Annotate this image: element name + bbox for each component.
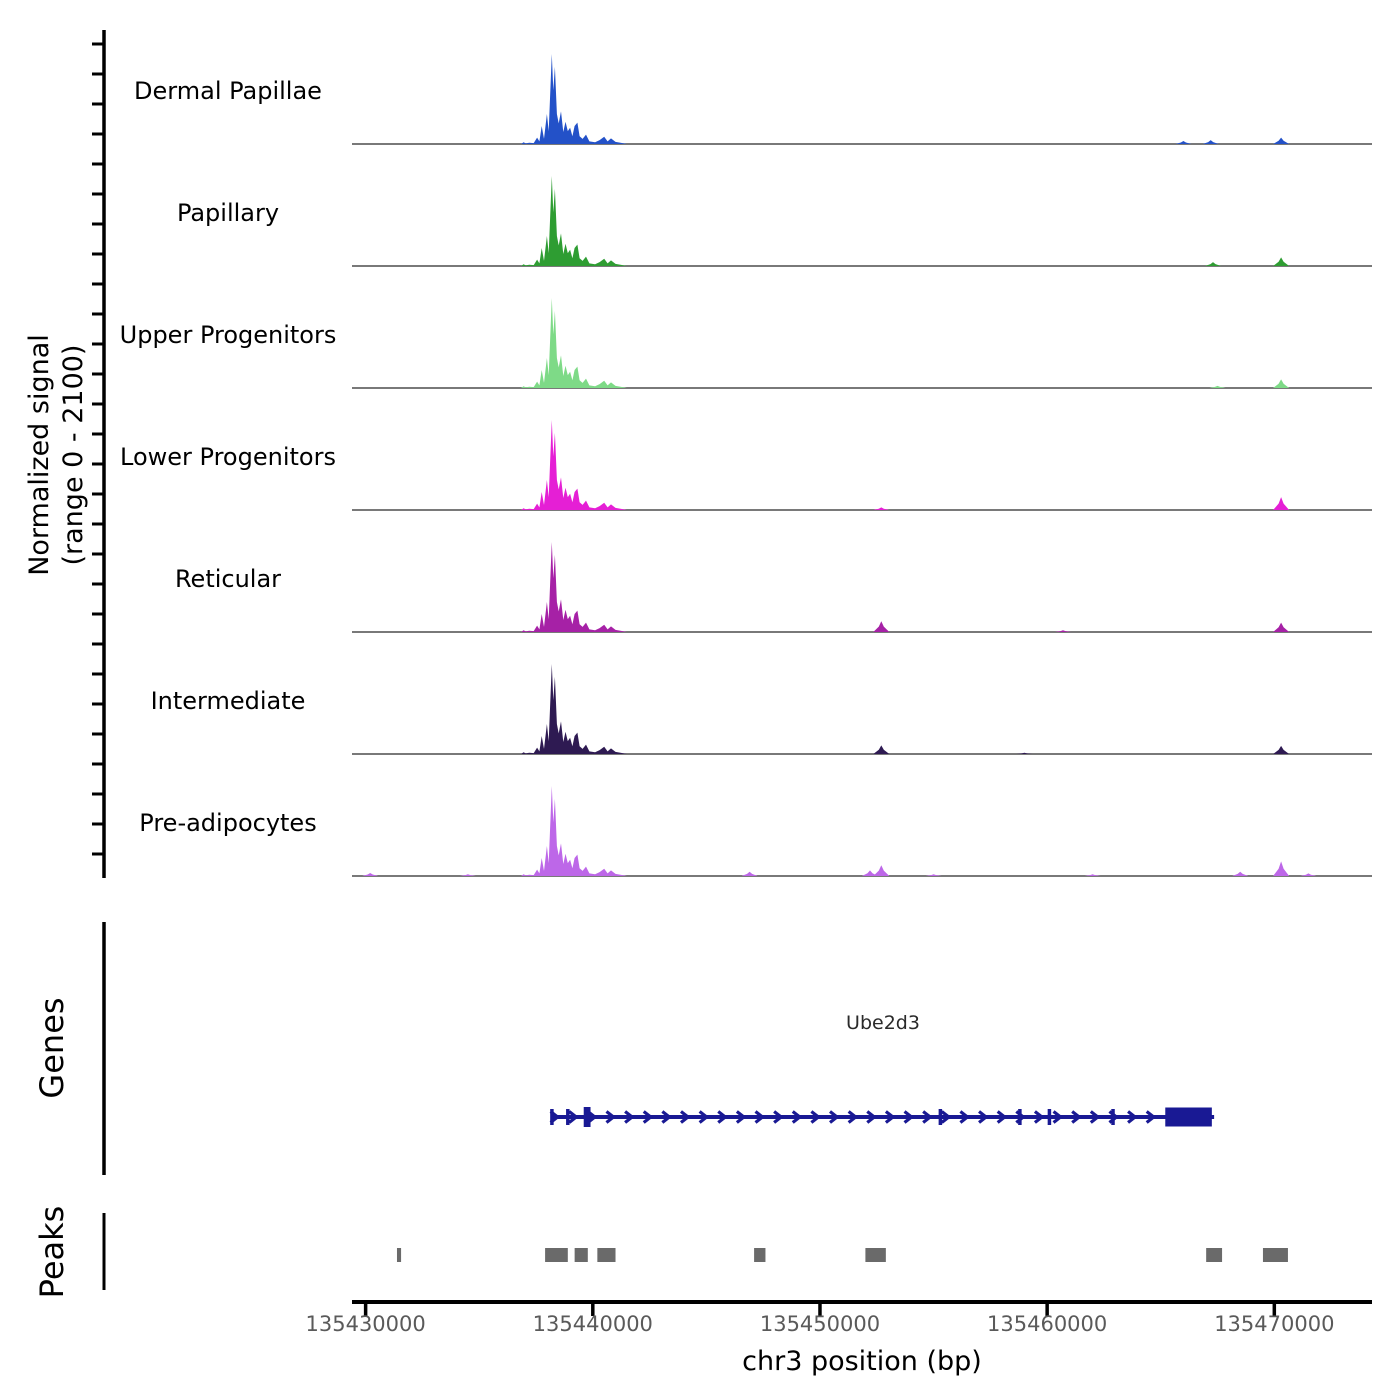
signal-minor-peak-pre-adipocytes [1273, 861, 1289, 876]
signal-minor-peak-reticular [873, 621, 889, 632]
signal-area-dermal-papillae [521, 54, 627, 144]
peak-region [1263, 1248, 1288, 1262]
signal-minor-peak-lower-progenitors [873, 507, 889, 510]
x-tick-label-4: 135470000 [1214, 1312, 1335, 1336]
track-label-lower-progenitors: Lower Progenitors [120, 443, 336, 471]
track-label-intermediate: Intermediate [150, 687, 306, 715]
signal-area-pre-adipocytes [521, 786, 627, 876]
signal-minor-peak-pre-adipocytes [1300, 873, 1316, 876]
signal-minor-peak-pre-adipocytes [742, 872, 758, 876]
peak-region [1206, 1248, 1222, 1262]
peaks-axis-label: Peaks [33, 1205, 71, 1299]
gene-utr-box [1165, 1108, 1212, 1127]
signal-area-lower-progenitors [521, 420, 627, 510]
gene-exon-box [584, 1107, 591, 1127]
signal-minor-peak-dermal-papillae [1273, 138, 1289, 144]
peak-region [397, 1248, 401, 1262]
x-tick-label-2: 135450000 [759, 1312, 881, 1336]
x-tick-label-0: 135430000 [305, 1312, 426, 1336]
signal-minor-peak-upper-progenitors [1273, 379, 1289, 388]
signal-minor-peak-lower-progenitors [1273, 497, 1289, 510]
signal-minor-peak-reticular [1055, 630, 1071, 632]
signal-minor-peak-pre-adipocytes [926, 874, 942, 876]
signal-minor-peak-pre-adipocytes [1085, 874, 1101, 876]
y-axis-label-line2: (range 0 - 2100) [58, 344, 89, 566]
track-label-papillary: Papillary [176, 199, 280, 227]
genes-axis-label: Genes [33, 997, 71, 1099]
peak-region [575, 1248, 588, 1262]
track-label-pre-adipocytes: Pre-adipocytes [139, 809, 317, 837]
signal-minor-peak-pre-adipocytes [1232, 872, 1248, 876]
signal-area-reticular [521, 542, 627, 632]
signal-minor-peak-papillary [1273, 257, 1289, 266]
signal-minor-peak-dermal-papillae [1175, 141, 1191, 144]
x-tick-label-3: 135460000 [987, 1312, 1108, 1336]
signal-minor-peak-upper-progenitors [1210, 386, 1226, 388]
peak-region [545, 1248, 568, 1262]
x-axis-title: chr3 position (bp) [742, 1346, 982, 1377]
peak-region [597, 1248, 615, 1262]
signal-minor-peak-reticular [1273, 623, 1289, 632]
signal-area-intermediate [521, 664, 627, 754]
signal-minor-peak-pre-adipocytes [362, 873, 378, 876]
signal-area-papillary [521, 176, 627, 266]
gene-name-label: Ube2d3 [846, 1012, 920, 1034]
signal-minor-peak-dermal-papillae [1203, 140, 1219, 144]
track-label-upper-progenitors: Upper Progenitors [119, 321, 337, 349]
signal-minor-peak-pre-adipocytes [460, 874, 476, 876]
peak-region [865, 1248, 885, 1262]
signal-area-upper-progenitors [521, 298, 627, 388]
signal-minor-peak-intermediate [873, 745, 889, 754]
signal-minor-peak-papillary [1205, 262, 1221, 266]
x-tick-label-1: 135440000 [532, 1312, 653, 1336]
y-axis-label-line1: Normalized signal [24, 334, 55, 576]
track-label-reticular: Reticular [174, 565, 282, 593]
track-label-dermal-papillae: Dermal Papillae [134, 77, 322, 105]
peak-region [754, 1248, 765, 1262]
signal-minor-peak-pre-adipocytes [873, 865, 889, 876]
signal-minor-peak-intermediate [1273, 746, 1289, 754]
